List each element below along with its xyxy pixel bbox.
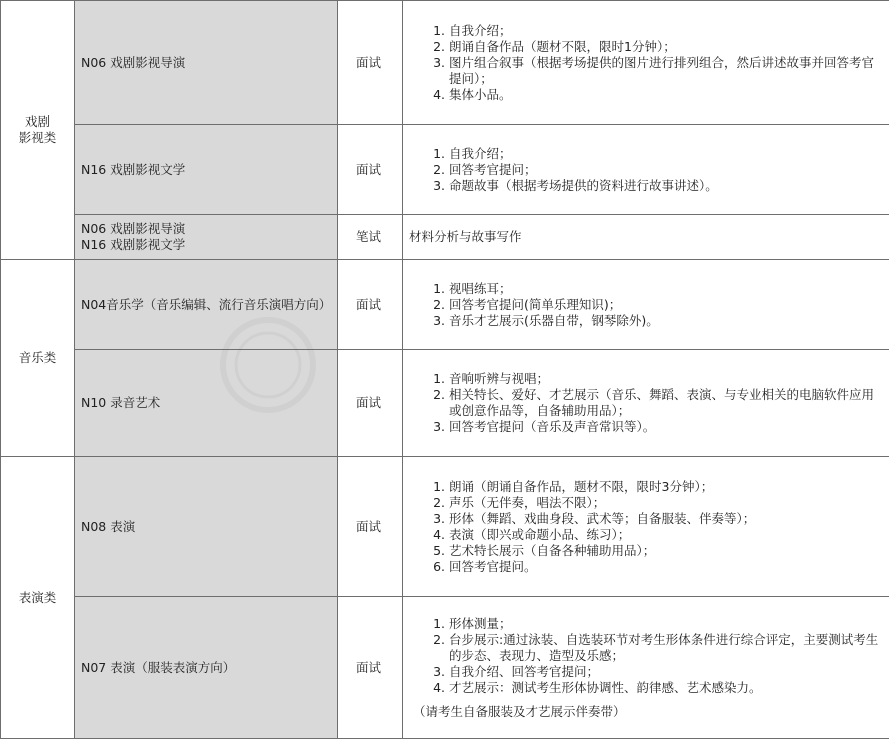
list-item: 3. 回答考官提问（音乐及声音常识等）。	[449, 419, 885, 435]
list-item: 4. 表演（即兴或命题小品、练习）；	[449, 527, 885, 543]
exam-type: 面试	[338, 597, 403, 739]
list-item: 1. 音响听辨与视唱；	[449, 371, 885, 387]
content-cell	[403, 1, 889, 125]
exam-type: 面试	[338, 260, 403, 350]
table-row	[1, 260, 889, 350]
list-item: 1. 朗诵（朗诵自备作品，题材不限，限时3分钟）；	[449, 479, 885, 495]
major-name: N16 戏剧影视文学	[81, 161, 186, 177]
list-item: 4. 才艺展示：测试考生形体协调性、韵律感、艺术感染力。	[449, 680, 885, 696]
major-cell	[75, 597, 338, 739]
content-cell	[403, 260, 889, 350]
table-row	[1, 597, 889, 739]
major-cell	[75, 125, 338, 215]
category-label: 影视类	[18, 130, 57, 145]
list-item: 3. 自我介绍、回答考官提问；	[449, 664, 885, 680]
list-item: 1. 自我介绍；	[449, 23, 885, 39]
category-label: 音乐类	[18, 350, 57, 365]
major-name: N07 表演（服装表演方向）	[81, 659, 236, 675]
list-item: 2. 台步展示:通过泳装、自选装环节对考生形体条件进行综合评定，主要测试考生的步态、表现力、造型及乐感；	[449, 632, 885, 664]
content-list	[409, 479, 885, 575]
table-row	[1, 215, 889, 260]
table-row	[1, 1, 889, 125]
category-label: 表演类	[18, 589, 57, 605]
list-item: 2. 回答考官提问(简单乐理知识)；	[449, 297, 885, 313]
table-row	[1, 350, 889, 457]
category-cell	[1, 457, 75, 739]
major-name: N08 表演	[81, 518, 136, 534]
major-cell	[75, 260, 338, 350]
content-cell	[403, 125, 889, 215]
list-item: 3. 音乐才艺展示(乐器自带，钢琴除外)。	[449, 313, 885, 329]
list-item: 6. 回答考官提问。	[449, 559, 885, 575]
list-item: 3. 形体（舞蹈、戏曲身段、武术等；自备服装、伴奏等）；	[449, 511, 885, 527]
major-name: N10 录音艺术	[81, 395, 161, 410]
major-name: N06 戏剧影视导演	[81, 54, 186, 70]
list-item: 3. 图片组合叙事（根据考场提供的图片进行排列组合，然后讲述故事并回答考官提问）；	[449, 55, 885, 87]
category-cell	[1, 1, 75, 260]
list-item: 2. 朗诵自备作品（题材不限，限时1分钟）；	[449, 39, 885, 55]
content-list	[409, 371, 885, 435]
major-cell	[75, 457, 338, 597]
category-label: 戏剧	[24, 114, 50, 129]
exam-type: 面试	[338, 125, 403, 215]
list-item: 2. 回答考官提问；	[449, 162, 885, 178]
major-name: N06 戏剧影视导演	[81, 221, 186, 236]
exam-type: 面试	[338, 350, 403, 457]
table-row	[1, 125, 889, 215]
content-cell	[403, 350, 889, 457]
content-list	[409, 616, 885, 696]
major-cell	[75, 1, 338, 125]
list-item: 2. 声乐（无伴奏，唱法不限）；	[449, 495, 885, 511]
content-cell	[403, 597, 889, 739]
list-item: 3. 命题故事（根据考场提供的资料进行故事讲述）。	[449, 178, 885, 194]
major-cell	[75, 215, 338, 260]
exam-type: 面试	[338, 457, 403, 597]
content-cell	[403, 457, 889, 597]
list-item: 1. 自我介绍；	[449, 146, 885, 162]
table-row	[1, 457, 889, 597]
major-cell	[75, 350, 338, 457]
content-list	[409, 281, 885, 329]
content-list	[409, 146, 885, 194]
content-list	[409, 23, 885, 103]
exam-type: 笔试	[338, 215, 403, 260]
list-item: 2. 相关特长、爱好、才艺展示（音乐、舞蹈、表演、与专业相关的电脑软件应用或创意作品等，自备辅助用品）；	[449, 387, 885, 419]
exam-type: 面试	[338, 1, 403, 125]
list-item: 1. 视唱练耳；	[449, 281, 885, 297]
list-item: 4. 集体小品。	[449, 87, 885, 103]
major-name: N16 戏剧影视文学	[81, 237, 186, 252]
list-item: 5. 艺术特长展示（自备各种辅助用品）；	[449, 543, 885, 559]
note-text: （请考生自备服装及才艺展示伴奏带）	[413, 703, 626, 719]
major-name: N04音乐学（音乐编辑、流行音乐演唱方向）	[81, 296, 332, 312]
category-cell	[1, 260, 75, 457]
list-item: 1. 形体测量；	[449, 616, 885, 632]
content-cell: 材料分析与故事写作	[403, 215, 889, 260]
